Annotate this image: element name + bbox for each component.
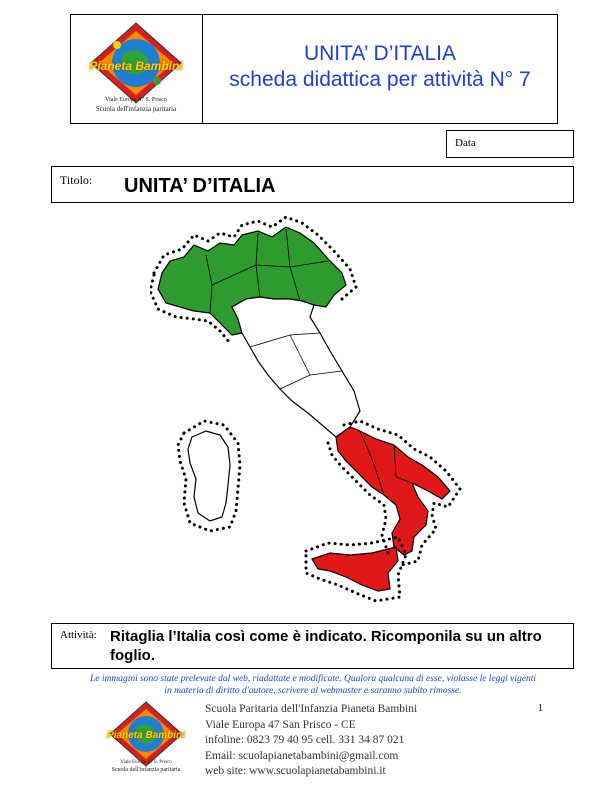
header-box [70, 14, 558, 124]
page-number: 1 [538, 703, 543, 714]
footer-logo [96, 700, 196, 778]
header-logo-cell [71, 15, 203, 123]
footer-contact-info [205, 702, 417, 780]
page-title-line2: scheda didattica per attività N° 7 [229, 68, 531, 91]
italy-map [150, 215, 490, 615]
footer-logo-subtitle: Scuola dell'infanzia paritaria [111, 767, 181, 773]
date-label: Data [455, 137, 476, 149]
page-title-line1: UNITA’ D’ITALIA [303, 42, 457, 65]
activity-field [51, 623, 574, 669]
footer-logo-name: Pianeta Bambini [107, 730, 185, 741]
logo-subtitle: Scuola dell'infanzia paritaria [95, 105, 177, 113]
italy-center-region [232, 297, 360, 437]
copyright-disclaimer [30, 673, 596, 697]
footer-logo-address: Viale Europa 47 S. Prisco [120, 760, 172, 765]
italy-south-region [336, 427, 450, 555]
footer-school-name: Scuola Paritaria dell'Infanzia Pianeta Bambini [205, 703, 418, 715]
logo-address: Viale Europa 47 S. Prisco [105, 97, 167, 103]
sardinia-region [188, 431, 230, 521]
footer-email[interactable]: Email: scuolapianetabambini@gmail.com [205, 749, 399, 762]
footer-address: Viale Europa 47 San Prisco - CE [205, 718, 356, 731]
activity-text: Ritaglia l’Italia così come è indicato. Ricomponila su un altro foglio. [110, 628, 542, 664]
school-logo [77, 19, 195, 119]
footer-phone: infoline: 0823 79 40 95 cell. 331 34 87 021 [205, 734, 405, 746]
title-label: Titolo: [60, 173, 93, 187]
sicily-region [312, 547, 398, 591]
title-value: UNITA’ D’ITALIA [124, 175, 276, 197]
activity-label: Attività: [60, 629, 97, 641]
logo-name: Pianeta Bambini [89, 59, 183, 73]
disclaimer-line1: Le immagini sono state prelevate dal web, riadattate e modificate. Qualora qualcuna di esse, violasse le leggi vigenti [89, 674, 537, 684]
page-title [203, 41, 557, 93]
date-field[interactable] [446, 130, 574, 158]
title-field[interactable] [51, 166, 574, 203]
footer-website[interactable]: web site: www.scuolapianetabambini.it [205, 765, 386, 777]
disclaimer-line2: in materia di diritto d'autore, scrivere al webmaster e saranno subito rimosse. [164, 686, 462, 696]
